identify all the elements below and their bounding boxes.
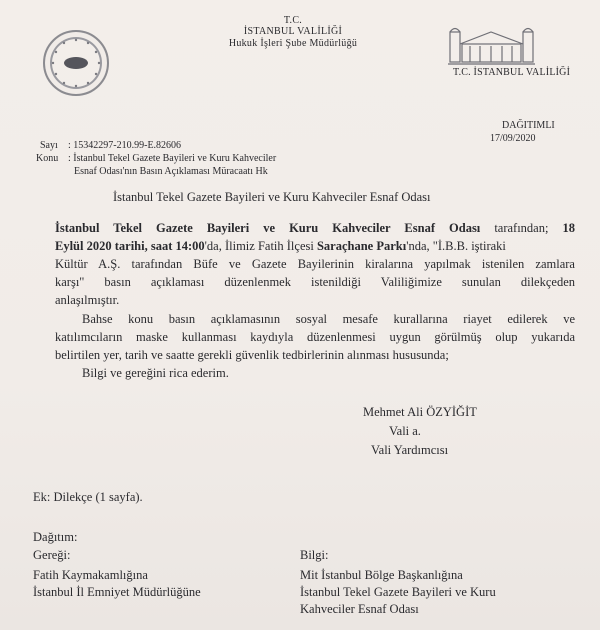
document-date: 17/09/2020 — [490, 133, 536, 144]
paragraph-1-line-1 — [55, 219, 575, 237]
addressee: İstanbul Tekel Gazete Bayileri ve Kuru Kahveciler Esnaf Odası — [113, 190, 431, 204]
paragraph-1-line-5: anlaşılmıştır. — [55, 293, 120, 307]
p1-location-prefix: 'da, İlimiz Fatih İlçesi — [204, 239, 317, 253]
paragraph-2-line-3: belirtilen yer, tarih ve saatte gerekli güvenlik tedbirlerinin alınması hususunda; — [55, 348, 449, 362]
paragraph-1-line-4: karşı" basın açıklaması düzenlenmek istenildiği Valiliğimize sunulan dilekçeden — [55, 275, 575, 289]
event-date-time: Eylül 2020 tarihi, saat 14:00 — [55, 239, 205, 253]
signatory-title-2: Vali Yardımcısı — [371, 443, 449, 457]
signatory-name: Mehmet Ali ÖZYİĞİT — [363, 405, 477, 419]
info-recipient-2: İstanbul Tekel Gazete Bayileri ve Kuru — [300, 585, 496, 599]
header-governorship: İSTANBUL VALİLİĞİ — [243, 26, 343, 37]
building-icon — [444, 22, 539, 70]
distribution-flag: DAĞITIMLI — [502, 120, 555, 131]
emblem-caption: T.C. İSTANBUL VALİLİĞİ — [453, 67, 571, 78]
p1-connector: tarafından; — [480, 221, 563, 235]
organization-name: İstanbul Tekel Gazete Bayileri ve Kuru Kahveciler Esnaf Odası — [55, 221, 481, 235]
action-recipient-1: Fatih Kaymakamlığına — [33, 568, 148, 582]
action-recipient-2: İstanbul İl Emniyet Müdürlüğüne — [33, 585, 201, 599]
event-park: Saraçhane Parkı — [316, 239, 407, 253]
sayi-value: : 15342297-210.99-E.82606 — [68, 140, 182, 151]
governorship-seal — [43, 30, 109, 96]
event-date-day: 18 — [562, 221, 575, 235]
info-recipient-3: Kahveciler Esnaf Odası — [300, 602, 419, 616]
konu-label: Konu — [36, 153, 59, 164]
konu-line-1: : İstanbul Tekel Gazete Bayileri ve Kuru Kahveciler — [68, 153, 277, 164]
paragraph-2-line-2: katılımcıların maske kullanması kaydıyla düzenlenmesi uygun görülmüş olup yukarıda — [55, 330, 575, 344]
paragraph-2-line-1: Bahse konu basın açıklamasının sosyal mesafe kurallarına riayet edilerek ve — [82, 312, 575, 326]
konu-line-2: Esnaf Odası'nın Basın Açıklaması Müracaatı Hk — [74, 166, 268, 177]
paragraph-1-line-2 — [55, 237, 575, 255]
p1-location-suffix: 'nda, "İ.B.B. iştiraki — [406, 239, 506, 253]
info-recipient-1: Mit İstanbul Bölge Başkanlığına — [300, 568, 463, 582]
info-label: Bilgi: — [300, 548, 329, 562]
header-department: Hukuk İşleri Şube Müdürlüğü — [228, 38, 358, 49]
header-tc: T.C. — [283, 15, 303, 26]
action-label: Gereği: — [33, 548, 71, 562]
sayi-label: Sayı — [40, 140, 58, 151]
distribution-heading: Dağıtım: — [33, 530, 78, 544]
attachment-note: Ek: Dilekçe (1 sayfa). — [33, 490, 143, 504]
paragraph-3: Bilgi ve gereğini rica ederim. — [82, 366, 229, 380]
seal-graphic-icon — [45, 32, 107, 94]
signatory-title-1: Vali a. — [389, 424, 421, 438]
paragraph-1-line-3: Kültür A.Ş. tarafından Büfe ve Gazete Bayilerinin kiralarına yapılmak istenilen zamlara — [55, 257, 575, 271]
